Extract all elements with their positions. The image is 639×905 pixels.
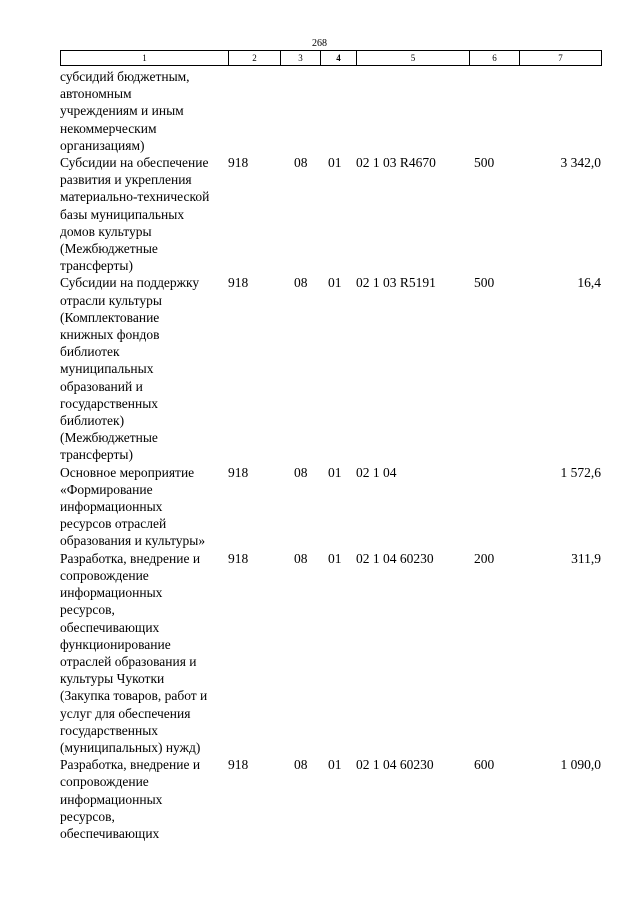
page-number: 268 xyxy=(312,38,327,49)
row-col-3: 08 xyxy=(294,464,308,480)
table-row xyxy=(60,274,601,463)
row-col-7: 3 342,0 xyxy=(560,155,601,171)
row-col-4: 01 xyxy=(328,464,342,480)
table-row xyxy=(60,464,601,550)
row-col-7: 311,9 xyxy=(571,550,601,566)
row-description: Разработка, внедрение и сопровождение информационных ресурсов, обеспечивающих xyxy=(60,757,201,841)
header-col-7: 7 xyxy=(520,51,602,66)
row-col-6: 200 xyxy=(474,550,495,566)
row-col-4: 01 xyxy=(328,155,342,171)
row-col-4 xyxy=(320,68,356,154)
header-col-1: 1 xyxy=(61,51,229,66)
row-col-6: 500 xyxy=(474,155,495,171)
row-col-5: 02 1 03 R5191 xyxy=(356,275,436,291)
row-col-6 xyxy=(469,464,519,550)
row-description: Субсидии на поддержку отрасли культуры (Комплектование книжных фондов библиотек муниципальных образований и государственных библиотек) (Межбюджетные трансферты) xyxy=(60,275,200,463)
table-row xyxy=(60,550,601,756)
header-col-4: 4 xyxy=(321,51,357,66)
header-col-5: 5 xyxy=(357,51,470,66)
row-col-3: 08 xyxy=(294,275,308,291)
table-row xyxy=(60,68,601,154)
row-col-2: 918 xyxy=(228,275,249,291)
header-col-6: 6 xyxy=(470,51,520,66)
budget-table xyxy=(60,68,601,842)
row-col-2: 918 xyxy=(228,464,249,480)
row-col-7: 16,4 xyxy=(577,275,601,291)
row-col-3: 08 xyxy=(294,757,308,773)
row-col-4: 01 xyxy=(328,757,342,773)
row-col-5: 02 1 04 xyxy=(356,464,397,480)
row-col-6: 600 xyxy=(474,757,495,773)
row-col-3 xyxy=(280,68,320,154)
header-col-2: 2 xyxy=(229,51,281,66)
row-col-2: 918 xyxy=(228,550,249,566)
row-col-5: 02 1 04 60230 xyxy=(356,550,434,566)
row-col-2: 918 xyxy=(228,757,249,773)
row-description: Субсидии на обеспечение развития и укрепления материально-технической базы муниципальных домов культуры (Межбюджетные трансферты) xyxy=(60,155,210,274)
row-col-6 xyxy=(469,68,519,154)
column-number-header xyxy=(60,50,602,66)
row-col-7: 1 090,0 xyxy=(560,757,601,773)
row-col-3: 08 xyxy=(294,155,308,171)
row-description: Разработка, внедрение и сопровождение информационных ресурсов, обеспечивающих функционирование отраслей образования и культуры Чукотки (Закупка товаров, работ и услуг для обеспечения государственных (муниципальных) нужд) xyxy=(60,550,208,755)
row-col-3: 08 xyxy=(294,550,308,566)
row-col-2 xyxy=(228,68,280,154)
row-col-5: 02 1 03 R4670 xyxy=(356,155,436,171)
table-row xyxy=(60,756,601,842)
row-description: Основное мероприятие «Формирование информационных ресурсов отраслей образования и культуры» xyxy=(60,464,206,549)
row-col-5: 02 1 04 60230 xyxy=(356,757,434,773)
row-col-2: 918 xyxy=(228,155,249,171)
row-col-7: 1 572,6 xyxy=(560,464,601,480)
row-col-4: 01 xyxy=(328,550,342,566)
header-col-3: 3 xyxy=(281,51,321,66)
row-description: субсидий бюджетным, автономным учреждениям и иным некоммерческим организациям) xyxy=(60,69,190,153)
row-col-4: 01 xyxy=(328,275,342,291)
row-col-6: 500 xyxy=(474,275,495,291)
table-row xyxy=(60,154,601,274)
row-col-5 xyxy=(356,68,469,154)
row-col-7 xyxy=(519,68,601,154)
